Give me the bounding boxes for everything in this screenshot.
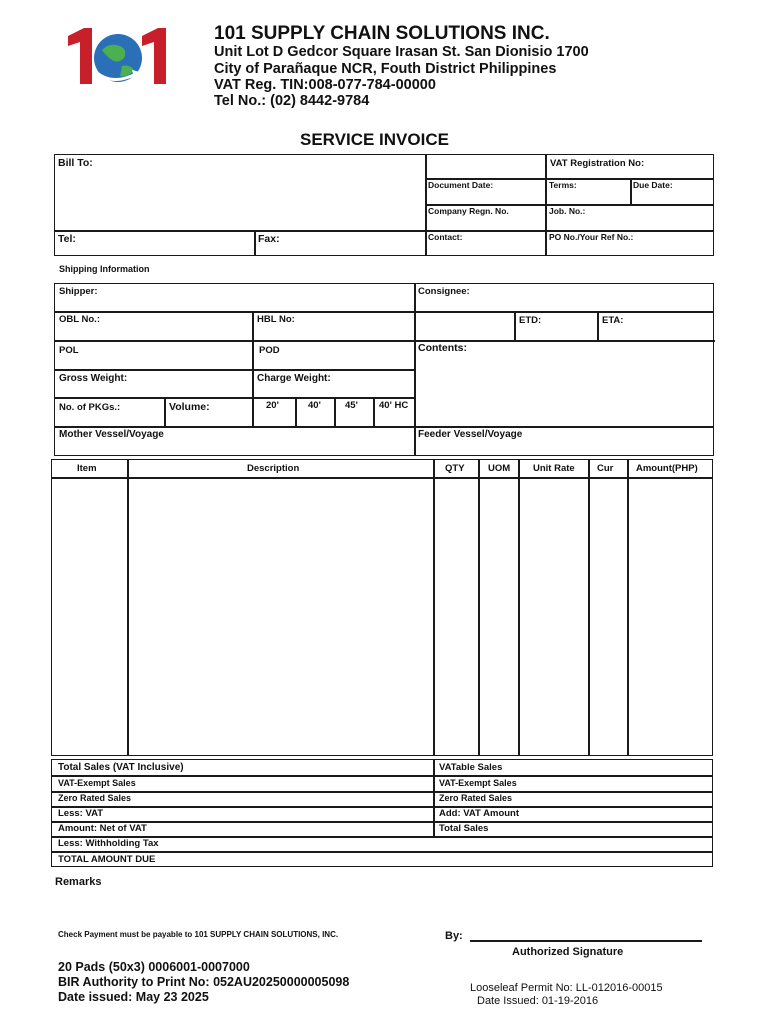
- eta-label: ETA:: [602, 315, 624, 326]
- terms-label: Terms:: [549, 180, 577, 190]
- signature-line: [470, 940, 702, 942]
- less-vat: Less: VAT: [58, 808, 104, 819]
- column-header-cur: Cur: [597, 463, 614, 474]
- job-no-label: Job. No.:: [549, 206, 586, 216]
- company-address-line1: Unit Lot D Gedcor Square Irasan St. San Dionisio 1700: [214, 44, 589, 60]
- etd-label: ETD:: [519, 315, 542, 326]
- column-header-description: Description: [247, 463, 300, 474]
- company-logo: [62, 24, 172, 90]
- vatable-sales: VATable Sales: [439, 762, 503, 773]
- contact-label: Contact:: [428, 232, 463, 242]
- vat-exempt-sales-left: VAT-Exempt Sales: [58, 778, 136, 788]
- container-40hc-label: 40' HC: [379, 400, 409, 411]
- consignee-label: Consignee:: [418, 286, 470, 297]
- check-payment-note: Check Payment must be payable to 101 SUPPLY CHAIN SOLUTIONS, INC.: [58, 930, 339, 939]
- mother-vessel-label: Mother Vessel/Voyage: [59, 429, 164, 440]
- hbl-no-label: HBL No:: [257, 314, 295, 325]
- container-20-label: 20': [266, 400, 279, 411]
- zero-rated-sales-left: Zero Rated Sales: [58, 793, 132, 803]
- looseleaf-permit: Looseleaf Permit No: LL-012016-00015: [470, 982, 663, 994]
- due-date-label: Due Date:: [633, 180, 673, 190]
- tel-label: Tel:: [58, 233, 76, 245]
- zero-rated-sales-right: Zero Rated Sales: [439, 793, 513, 803]
- company-tin: VAT Reg. TIN:008-077-784-00000: [214, 77, 436, 93]
- feeder-vessel-label: Feeder Vessel/Voyage: [418, 429, 523, 440]
- pol-label: POL: [59, 345, 79, 356]
- shipping-info-label: Shipping Information: [59, 264, 150, 274]
- pads-info: 20 Pads (50x3) 0006001-0007000: [58, 960, 250, 974]
- charge-weight-label: Charge Weight:: [257, 373, 331, 384]
- po-no-label: PO No./Your Ref No.:: [549, 232, 634, 242]
- obl-no-label: OBL No.:: [59, 314, 100, 325]
- fax-label: Fax:: [258, 233, 280, 245]
- authorized-signature-label: Authorized Signature: [512, 946, 624, 958]
- items-table: [51, 459, 713, 756]
- permit-date-issued: Date Issued: 01-19-2016: [477, 995, 599, 1007]
- column-header-item: Item: [77, 463, 97, 474]
- column-header-amount: Amount(PHP): [636, 463, 698, 474]
- by-label: By:: [445, 930, 463, 942]
- container-45-label: 45': [345, 400, 358, 411]
- container-40-label: 40': [308, 400, 321, 411]
- gross-weight-label: Gross Weight:: [59, 373, 128, 384]
- bill-to-label: Bill To:: [58, 157, 93, 169]
- bir-authority: BIR Authority to Print No: 052AU20250000005098: [58, 975, 350, 989]
- add-vat-amount: Add: VAT Amount: [439, 808, 520, 819]
- volume-label: Volume:: [169, 401, 210, 413]
- vat-registration-label: VAT Registration No:: [550, 158, 645, 169]
- column-header-unit-rate: Unit Rate: [533, 463, 575, 474]
- less-withholding-tax: Less: Withholding Tax: [58, 838, 159, 849]
- vat-exempt-sales-right: VAT-Exempt Sales: [439, 778, 517, 788]
- remarks-label: Remarks: [55, 876, 102, 888]
- invoice-title: SERVICE INVOICE: [300, 130, 449, 149]
- column-header-qty: QTY: [445, 463, 465, 474]
- pod-label: POD: [259, 345, 280, 356]
- contents-label: Contents:: [418, 342, 467, 354]
- amount-net-of-vat: Amount: Net of VAT: [58, 823, 147, 834]
- total-sales-vat-inclusive: Total Sales (VAT Inclusive): [58, 762, 184, 773]
- company-regn-label: Company Regn. No.: [428, 206, 509, 216]
- shipper-label: Shipper:: [59, 286, 98, 297]
- company-address-line2: City of Parañaque NCR, Fouth District Philippines: [214, 61, 557, 77]
- print-date-issued: Date issued: May 23 2025: [58, 990, 209, 1004]
- column-header-uom: UOM: [488, 463, 511, 474]
- company-tel: Tel No.: (02) 8442-9784: [214, 93, 370, 109]
- document-date-label: Document Date:: [428, 180, 494, 190]
- company-name: 101 SUPPLY CHAIN SOLUTIONS INC.: [214, 23, 550, 44]
- total-sales-right: Total Sales: [439, 823, 489, 834]
- no-of-pkgs-label: No. of PKGs.:: [59, 402, 121, 413]
- total-amount-due: TOTAL AMOUNT DUE: [58, 854, 156, 865]
